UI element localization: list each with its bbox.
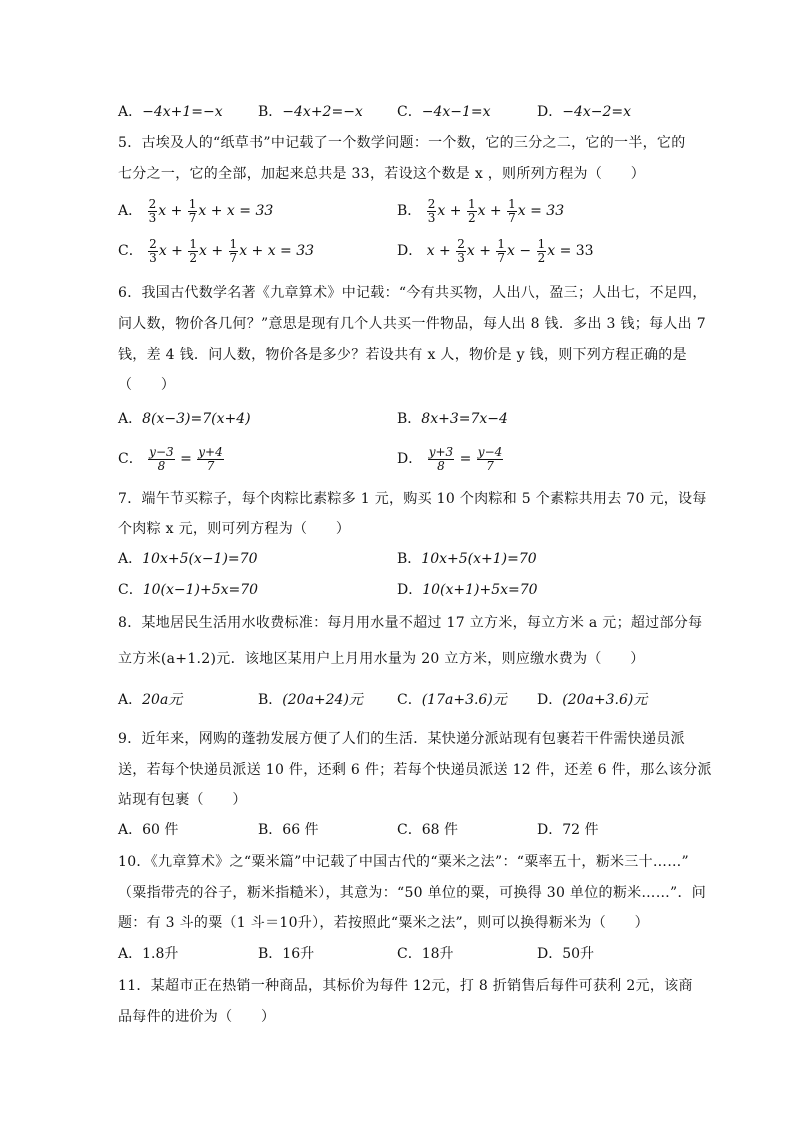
q5-option-d[interactable]: D． x + $\frac{2}{3}$ x + $\frac{1}{7}$ x − $\frac{1}{2}$ x = 33 bbox=[397, 236, 594, 265]
q9-option-c[interactable]: C．68 件 bbox=[397, 822, 458, 838]
q6-option-b[interactable]: B．8x+3=7x−4 bbox=[397, 411, 508, 427]
q4-option-d[interactable]: D．−4x−2=x bbox=[537, 104, 632, 120]
q5-stem-line-1: 5．古埃及人的“纸草书”中记载了一个数学问题：一个数，它的三分之二，它的一半，它的 bbox=[118, 135, 686, 151]
q6-option-c[interactable]: C． $\frac{y-3}{8}$ = $\frac{y+4}{7}$ bbox=[118, 444, 223, 473]
q9-option-a[interactable]: A．60 件 bbox=[118, 822, 179, 838]
q7-option-c[interactable]: C．10(x−1)+5x=70 bbox=[118, 582, 259, 598]
q8-option-b[interactable]: B．(20a+24)元 bbox=[258, 692, 363, 708]
q5-stem-line-2: 七分之一，它的全部，加起来总共是 33，若设这个数是 x ，则所列方程为（ ） bbox=[118, 166, 646, 182]
q8-option-c[interactable]: C．(17a+3.6)元 bbox=[397, 692, 507, 708]
q4-option-c[interactable]: C．−4x−1=x bbox=[397, 104, 491, 120]
q5-option-b[interactable]: B． $\frac{2}{3}$ x + $\frac{1}{2}$ x + $\frac{1}{7}$ x = 33 bbox=[397, 196, 565, 225]
q9-stem-line-1: 9．近年来，网购的蓬勃发展方便了人们的生活．某快递分派站现有包裹若干件需快递员派 bbox=[118, 731, 685, 747]
q8-stem-line-1: 8．某地居民生活用水收费标准：每月用水量不超过 17 立方米，每立方米 a 元；超过部分每 bbox=[118, 615, 703, 631]
q9-option-b[interactable]: B．66 件 bbox=[258, 822, 319, 838]
q8-option-d[interactable]: D．(20a+3.6)元 bbox=[537, 692, 648, 708]
q10-option-c[interactable]: C．18升 bbox=[397, 946, 454, 962]
q7-option-a[interactable]: A．10x+5(x−1)=70 bbox=[118, 551, 258, 567]
q6-stem-line-1: 6．我国古代数学名著《九章算术》中记载：“今有共买物，人出八，盈三；人出七，不足四， bbox=[118, 285, 707, 301]
q8-option-a[interactable]: A．20a元 bbox=[118, 692, 183, 708]
q6-stem-line-2: 问人数，物价各几何？”意思是现有几个人共买一件物品，每人出 8 钱．多出 3 钱；每人出 7 bbox=[118, 316, 706, 332]
q9-stem-line-2: 送，若每个快递员派送 10 件，还剩 6 件；若每个快递员派送 12 件，还差 6 件，那么该分派 bbox=[118, 762, 712, 778]
q7-option-b[interactable]: B．10x+5(x+1)=70 bbox=[397, 551, 537, 567]
q11-stem-line-2: 品每件的进价为（ ） bbox=[118, 1009, 276, 1025]
q5-option-c[interactable]: C． $\frac{2}{3}$ x + $\frac{1}{2}$ x + $\frac{1}{7}$ x + x = 33 bbox=[118, 236, 315, 265]
q4-option-b[interactable]: B．−4x+2=−x bbox=[258, 104, 363, 120]
q6-option-d[interactable]: D． $\frac{y+3}{8}$ = $\frac{y-4}{7}$ bbox=[397, 444, 503, 473]
q7-stem-line-1: 7．端午节买粽子，每个肉粽比素粽多 1 元，购买 10 个肉粽和 5 个素粽共用去 70 元，设每 bbox=[118, 491, 707, 507]
q10-option-b[interactable]: B．16升 bbox=[258, 946, 315, 962]
q5-option-a[interactable]: A． $\frac{2}{3}$ x + $\frac{1}{7}$ x + x = 33 bbox=[118, 196, 274, 225]
q7-stem-line-2: 个肉粽 x 元，则可列方程为（ ） bbox=[118, 521, 351, 537]
q10-stem-line-3: 题：有 3 斗的粟（1 斗＝10升），若按照此“粟米之法”，则可以换得粝米为（ ） bbox=[118, 915, 649, 931]
q6-stem-line-3: 钱，差 4 钱．问人数，物价各是多少？若设共有 x 人，物价是 y 钱，则下列方程正确的是 bbox=[118, 347, 687, 363]
q10-option-d[interactable]: D．50升 bbox=[537, 946, 595, 962]
q9-option-d[interactable]: D．72 件 bbox=[537, 822, 599, 838]
q11-stem-line-1: 11．某超市正在热销一种商品，其标价为每件 12元，打 8 折销售后每件可获利 2元，该商 bbox=[118, 978, 693, 994]
q6-option-a[interactable]: A．8(x−3)=7(x+4) bbox=[118, 411, 251, 427]
q10-option-a[interactable]: A．1.8升 bbox=[118, 946, 179, 962]
q10-stem-line-2: （粟指带壳的谷子，粝米指糙米），其意为：“50 单位的粟，可换得 30 单位的粝米……”．问 bbox=[118, 885, 707, 901]
q6-stem-line-4: （ ） bbox=[118, 377, 176, 393]
q8-stem-line-2: 立方米(a+1.2)元．该地区某用户上月用水量为 20 立方米，则应缴水费为（ ） bbox=[118, 651, 645, 667]
q4-option-a[interactable]: A．−4x+1=−x bbox=[118, 104, 223, 120]
q9-stem-line-3: 站现有包裹（ ） bbox=[118, 792, 247, 808]
q10-stem-line-1: 10．《九章算术》之“粟米篇”中记载了中国古代的“粟米之法”：“粟率五十，粝米三十……” bbox=[118, 854, 689, 870]
q7-option-d[interactable]: D．10(x+1)+5x=70 bbox=[397, 582, 538, 598]
